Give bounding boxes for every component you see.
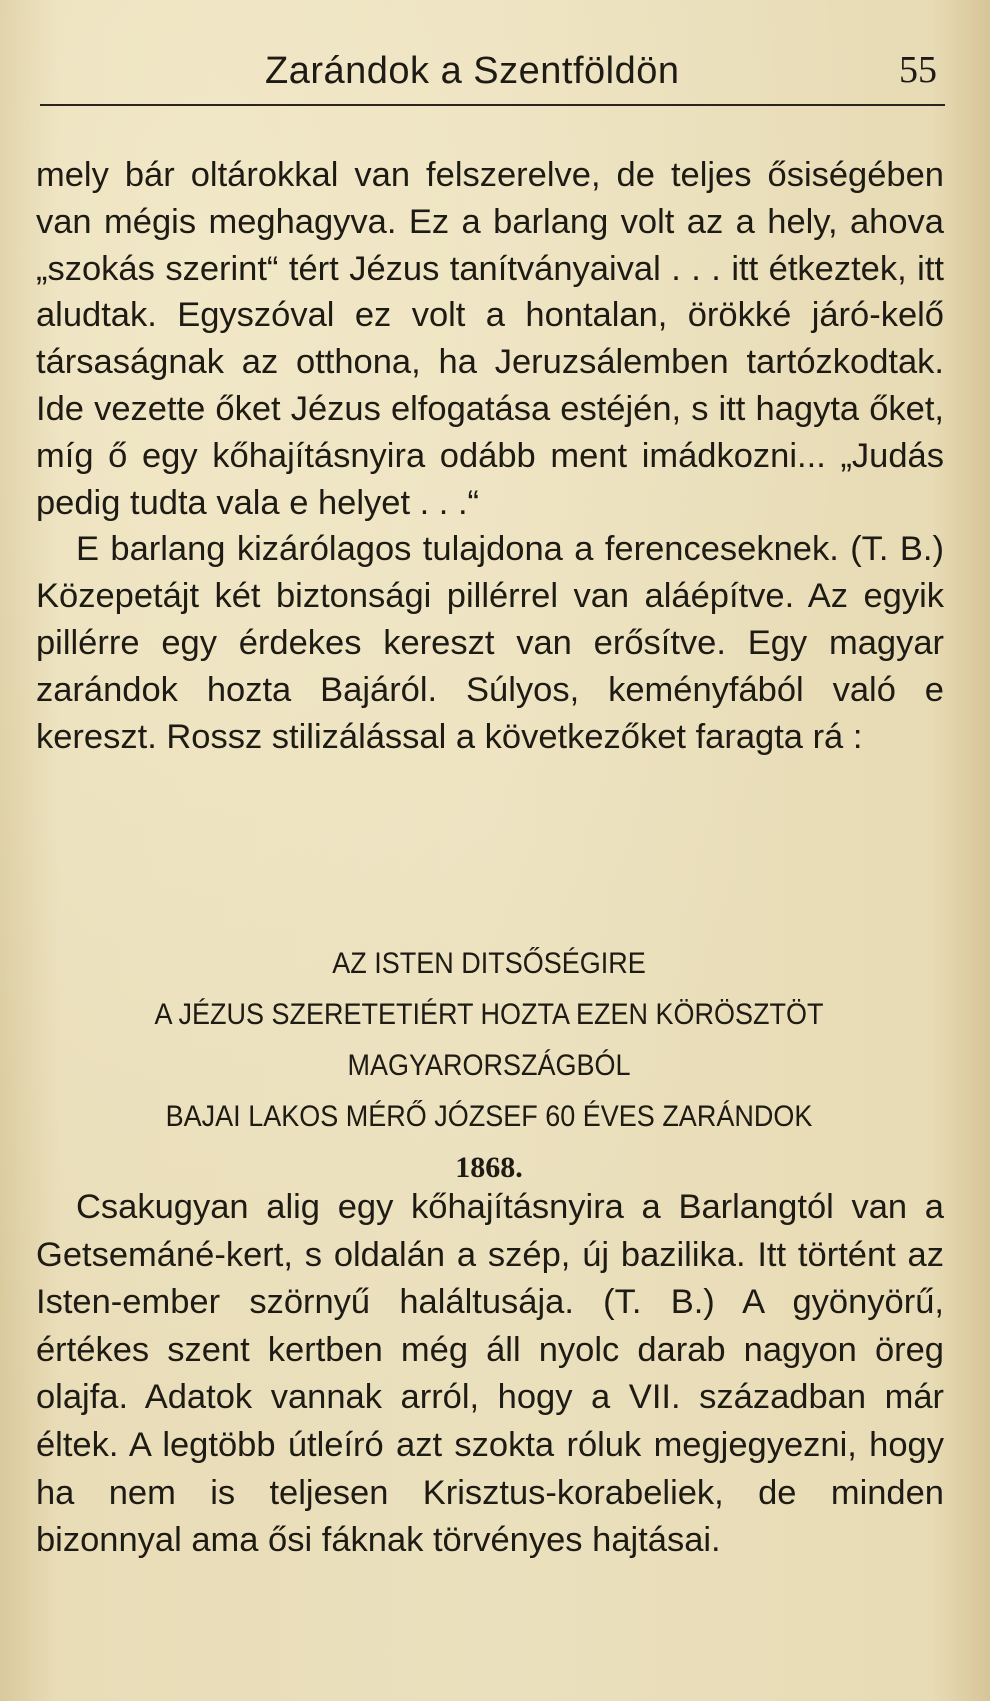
paragraph: mely bár oltárokkal van felszerelve, de teljes ősiségében van mégis meghagyva. Ez a barlang volt az a hely, ahova „szokás szerint“ tért Jézus tanítványaival . . . itt étkeztek, itt aludtak. Egyszóval ez volt a hontalan, örökké járó-kelő társaságnak az otthona, ha Jeruzsálemben tartózkodtak. Ide vezette őket Jézus elfogatása estéjén, s itt hagyta őket, míg ő egy kőhajításnyira odább ment imádkozni... „Judás pedig tudta vala e helyet . . .“ xyxy=(36,156,944,522)
inscription-line: AZ ISTEN DITSŐSÉGIRE xyxy=(332,947,646,980)
header-rule xyxy=(40,104,945,106)
paragraph: E barlang kizárólagos tulajdona a ferenceseknek. (T. B.) Közepetájt két biztonsági pillérrel van aláépítve. Az egyik pillérre egy érdekes kereszt van erősítve. Egy magyar zarándok hozta Bajáról. Súlyos, keményfából való e kereszt. Rossz stilizálással a következőket faragta rá : xyxy=(36,530,944,756)
inscription-line: BAJAI LAKOS MÉRŐ JÓZSEF 60 ÉVES ZARÁNDOK xyxy=(165,1100,813,1133)
inscription-year: 1868. xyxy=(455,1151,523,1184)
body-text-top xyxy=(36,152,944,760)
inscription-line: MAGYARORSZÁGBÓL xyxy=(347,1049,631,1082)
running-title: Zarándok a Szentföldön xyxy=(265,50,680,92)
inscription-line: A JÉZUS SZERETETIÉRT HOZTA EZEN KÖRÖSZTÖT xyxy=(154,998,824,1031)
body-text-bottom xyxy=(36,1184,944,1565)
page-number: 55 xyxy=(899,49,937,91)
cross-inscription xyxy=(30,938,948,1193)
running-header xyxy=(40,38,945,98)
paragraph: Csakugyan alig egy kőhajításnyira a Barlangtól van a Getsemáné-kert, s oldalán a szép, új bazilika. Itt történt az Isten-ember szörnyű haláltusája. (T. B.) A gyönyörű, értékes szent kertben még áll nyolc darab nagyon öreg olajfa. Adatok vannak arról, hogy a VII. században már éltek. A legtöbb útleíró azt szokta róluk megjegyezni, hogy ha nem is teljesen Krisztus-korabeliek, de minden bizonnyal ama ősi fáknak törvényes hajtásai. xyxy=(36,1188,944,1560)
